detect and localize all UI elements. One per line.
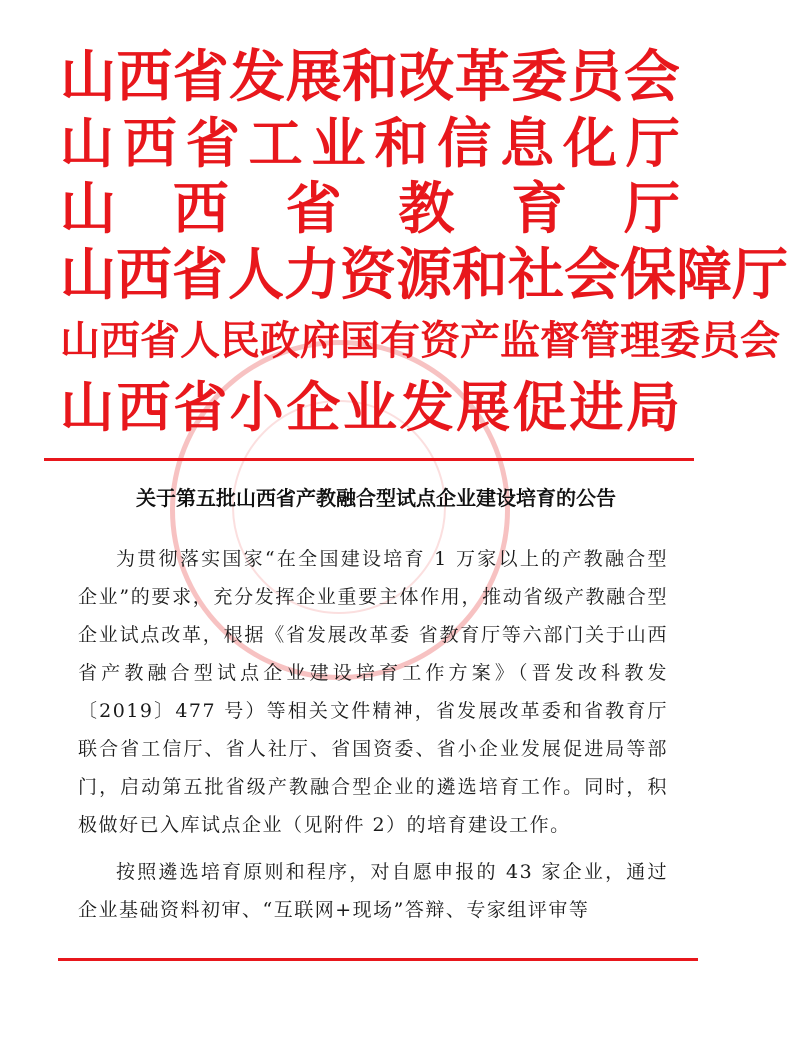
header-line-1 — [60, 44, 680, 110]
issuing-authorities-header — [60, 44, 788, 440]
header-character: 和 — [341, 44, 398, 110]
header-character: 信 — [437, 111, 492, 175]
header-character: 发 — [399, 375, 454, 439]
header-character: 委 — [660, 317, 700, 364]
header-character: 革 — [454, 44, 511, 110]
header-character: 会 — [740, 317, 780, 364]
header-character: 障 — [676, 242, 732, 308]
document-title: 关于第五批山西省产教融合型试点企业建设培育的公告 — [136, 486, 616, 510]
header-line-3 — [60, 176, 680, 242]
header-character: 山 — [60, 111, 114, 175]
header-character: 西 — [100, 317, 140, 364]
header-character: 厅 — [732, 242, 788, 308]
header-character: 西 — [116, 375, 171, 439]
header-divider-rule — [44, 458, 694, 461]
header-line-4 — [60, 242, 788, 308]
header-character: 展 — [285, 44, 342, 110]
header-character: 会 — [564, 242, 620, 308]
header-character: 发 — [229, 44, 286, 110]
header-character: 保 — [620, 242, 676, 308]
header-character: 息 — [500, 111, 555, 175]
footer-divider-rule — [58, 958, 698, 961]
header-character: 监 — [500, 317, 540, 364]
header-character: 西 — [172, 176, 229, 242]
header-character: 资 — [420, 317, 460, 364]
header-character: 育 — [511, 176, 568, 242]
header-character: 省 — [173, 375, 228, 439]
header-line-2 — [60, 110, 680, 176]
header-character: 业 — [311, 111, 366, 175]
header-character: 会 — [623, 44, 680, 110]
header-character: 员 — [700, 317, 740, 364]
header-character: 督 — [540, 317, 580, 364]
header-character: 山 — [60, 317, 100, 364]
header-character: 厅 — [623, 176, 680, 242]
header-character: 山 — [60, 375, 114, 439]
header-character: 山 — [60, 44, 116, 110]
header-character: 政 — [260, 317, 300, 364]
header-character: 理 — [620, 317, 660, 364]
header-character: 教 — [398, 176, 455, 242]
header-character: 山 — [60, 176, 116, 242]
header-character: 省 — [185, 111, 240, 175]
header-character: 厅 — [625, 111, 680, 175]
header-character: 省 — [172, 242, 228, 308]
header-character: 省 — [285, 176, 342, 242]
header-character: 人 — [228, 242, 284, 308]
header-character: 促 — [512, 375, 567, 439]
header-character: 西 — [122, 111, 177, 175]
header-character: 省 — [140, 317, 180, 364]
header-character: 小 — [229, 375, 284, 439]
header-character: 省 — [172, 44, 229, 110]
header-line-6 — [60, 374, 680, 440]
header-character: 西 — [116, 44, 173, 110]
header-character: 府 — [300, 317, 340, 364]
header-character: 产 — [460, 317, 500, 364]
header-character: 展 — [456, 375, 511, 439]
header-character: 改 — [398, 44, 455, 110]
header-character: 委 — [511, 44, 568, 110]
header-character: 工 — [248, 111, 303, 175]
header-character: 人 — [180, 317, 220, 364]
header-character: 管 — [580, 317, 620, 364]
header-character: 力 — [284, 242, 340, 308]
body-paragraph: 按照遴选培育原则和程序，对自愿申报的 43 家企业，通过企业基础资料初审、“互联网+现场”答辩、专家组评审等 — [78, 861, 668, 921]
header-character: 进 — [569, 375, 624, 439]
header-character: 业 — [342, 375, 397, 439]
header-character: 民 — [220, 317, 260, 364]
header-character: 员 — [567, 44, 624, 110]
header-character: 有 — [380, 317, 420, 364]
body-paragraph: 为贯彻落实国家“在全国建设培育 1 万家以上的产教融合型企业”的要求，充分发挥企业重要主体作用，推动省级产教融合型企业试点改革，根据《省发展改革委 省教育厅等六部门关于山西省产教融合型试点企业建设培育工作方案》（晋发改科教发〔2019〕477 号）等相关文件精神，省发展改革委和省教育厅联合省工信厅、省人社厅、省国资委、省小企业发展促进局等部门，启动第五批省级产教融合型企业的遴选培育工作。同时，积极做好已入库试点企业（见附件 2）的培育建设工作。 — [78, 548, 668, 836]
header-character: 源 — [396, 242, 452, 308]
header-character: 企 — [286, 375, 341, 439]
document-body — [78, 540, 668, 938]
header-character: 西 — [116, 242, 172, 308]
header-character: 和 — [452, 242, 508, 308]
header-character: 局 — [625, 375, 680, 439]
header-character: 国 — [340, 317, 380, 364]
header-character: 山 — [60, 242, 116, 308]
header-character: 资 — [340, 242, 396, 308]
header-character: 社 — [508, 242, 564, 308]
header-character: 和 — [374, 111, 429, 175]
header-character: 化 — [563, 111, 617, 175]
header-line-5 — [60, 308, 780, 374]
